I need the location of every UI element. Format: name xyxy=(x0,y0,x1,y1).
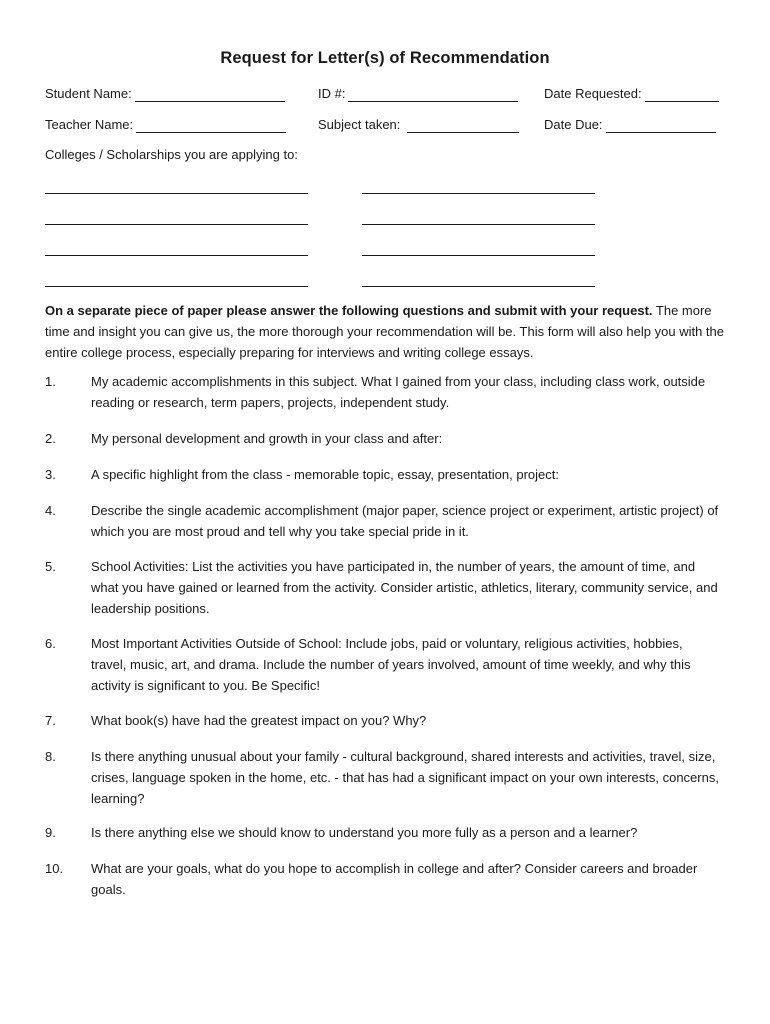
college-line-left-2[interactable] xyxy=(45,224,308,225)
question-number: 7. xyxy=(45,713,56,728)
teacher-name-field xyxy=(45,117,286,133)
college-line-left-4[interactable] xyxy=(45,286,308,287)
question-number: 9. xyxy=(45,825,56,840)
question-number: 6. xyxy=(45,636,56,651)
student-name-blank[interactable] xyxy=(135,88,285,102)
question-text: My personal development and growth in your class and after: xyxy=(91,431,443,446)
question-item xyxy=(45,822,735,843)
instructions-text: The more time and insight you can give us, the more thorough your recommendation will be. This form will also help you with the entire college process, especially preparing for interviews and writing college essays. xyxy=(45,303,724,360)
date-due-label: Date Due: xyxy=(544,117,603,132)
question-item xyxy=(45,710,735,731)
college-line-right-3[interactable] xyxy=(362,255,595,256)
college-line-right-2[interactable] xyxy=(362,224,595,225)
college-line-left-3[interactable] xyxy=(45,255,308,256)
id-label: ID #: xyxy=(318,86,346,101)
instructions-paragraph xyxy=(45,300,725,363)
question-item xyxy=(45,428,735,449)
question-text: What are your goals, what do you hope to accomplish in college and after? Consider careers and broader goals. xyxy=(91,861,698,897)
question-text: A specific highlight from the class - memorable topic, essay, presentation, project: xyxy=(91,467,559,482)
question-text: Describe the single academic accomplishment (major paper, science project or experiment, artistic project) of which you are most proud and tell why you take special pride in it. xyxy=(91,503,719,539)
teacher-name-label: Teacher Name: xyxy=(45,117,134,132)
subject-taken-label: Subject taken: xyxy=(318,117,401,132)
question-text: Is there anything else we should know to understand you more fully as a person and a learner? xyxy=(91,825,638,840)
college-line-right-1[interactable] xyxy=(362,193,595,194)
student-name-field xyxy=(45,86,285,102)
date-requested-field xyxy=(544,86,719,102)
question-text: School Activities: List the activities you have participated in, the number of years, the amount of time, and what you have gained or learned from the activity. Consider artistic, athletics, literary, community service, and leadership positions. xyxy=(91,559,718,616)
college-line-right-4[interactable] xyxy=(362,286,595,287)
question-item xyxy=(45,556,735,619)
question-text: Is there anything unusual about your family - cultural background, shared interests and activities, travel, size, crises, language spoken in the home, etc. - that has had a significant impact on your own interests, concerns, learning? xyxy=(91,749,719,806)
id-blank[interactable] xyxy=(348,88,518,102)
question-item xyxy=(45,500,735,542)
date-due-field xyxy=(544,117,716,133)
colleges-label: Colleges / Scholarships you are applying to: xyxy=(45,147,298,162)
subject-taken-blank[interactable] xyxy=(407,119,519,133)
date-requested-blank[interactable] xyxy=(645,88,719,102)
question-item xyxy=(45,464,735,485)
question-item xyxy=(45,746,735,809)
id-field xyxy=(318,86,518,102)
page-title: Request for Letter(s) of Recommendation xyxy=(220,49,550,67)
question-number: 8. xyxy=(45,749,56,764)
question-number: 4. xyxy=(45,503,56,518)
student-name-label: Student Name: xyxy=(45,86,132,101)
question-number: 2. xyxy=(45,431,56,446)
question-item xyxy=(45,858,735,900)
question-text: What book(s) have had the greatest impact on you? Why? xyxy=(91,713,427,728)
question-number: 1. xyxy=(45,374,56,389)
instructions-bold-text: On a separate piece of paper please answer the following questions and submit with your request. xyxy=(45,303,653,318)
question-number: 5. xyxy=(45,559,56,574)
date-requested-label: Date Requested: xyxy=(544,86,642,101)
question-number: 10. xyxy=(45,861,64,876)
subject-taken-field xyxy=(318,117,519,133)
question-text: My academic accomplishments in this subject. What I gained from your class, including class work, outside reading or research, term papers, projects, independent study. xyxy=(91,374,706,410)
teacher-name-blank[interactable] xyxy=(136,119,286,133)
question-text: Most Important Activities Outside of School: Include jobs, paid or voluntary, religious activities, hobbies, travel, music, art, and drama. Include the number of years involved, amount of time weekly, and why this activity is significant to you. Be Specific! xyxy=(91,636,691,693)
college-line-left-1[interactable] xyxy=(45,193,308,194)
date-due-blank[interactable] xyxy=(606,119,716,133)
question-number: 3. xyxy=(45,467,56,482)
question-item xyxy=(45,633,735,696)
question-item xyxy=(45,371,735,413)
